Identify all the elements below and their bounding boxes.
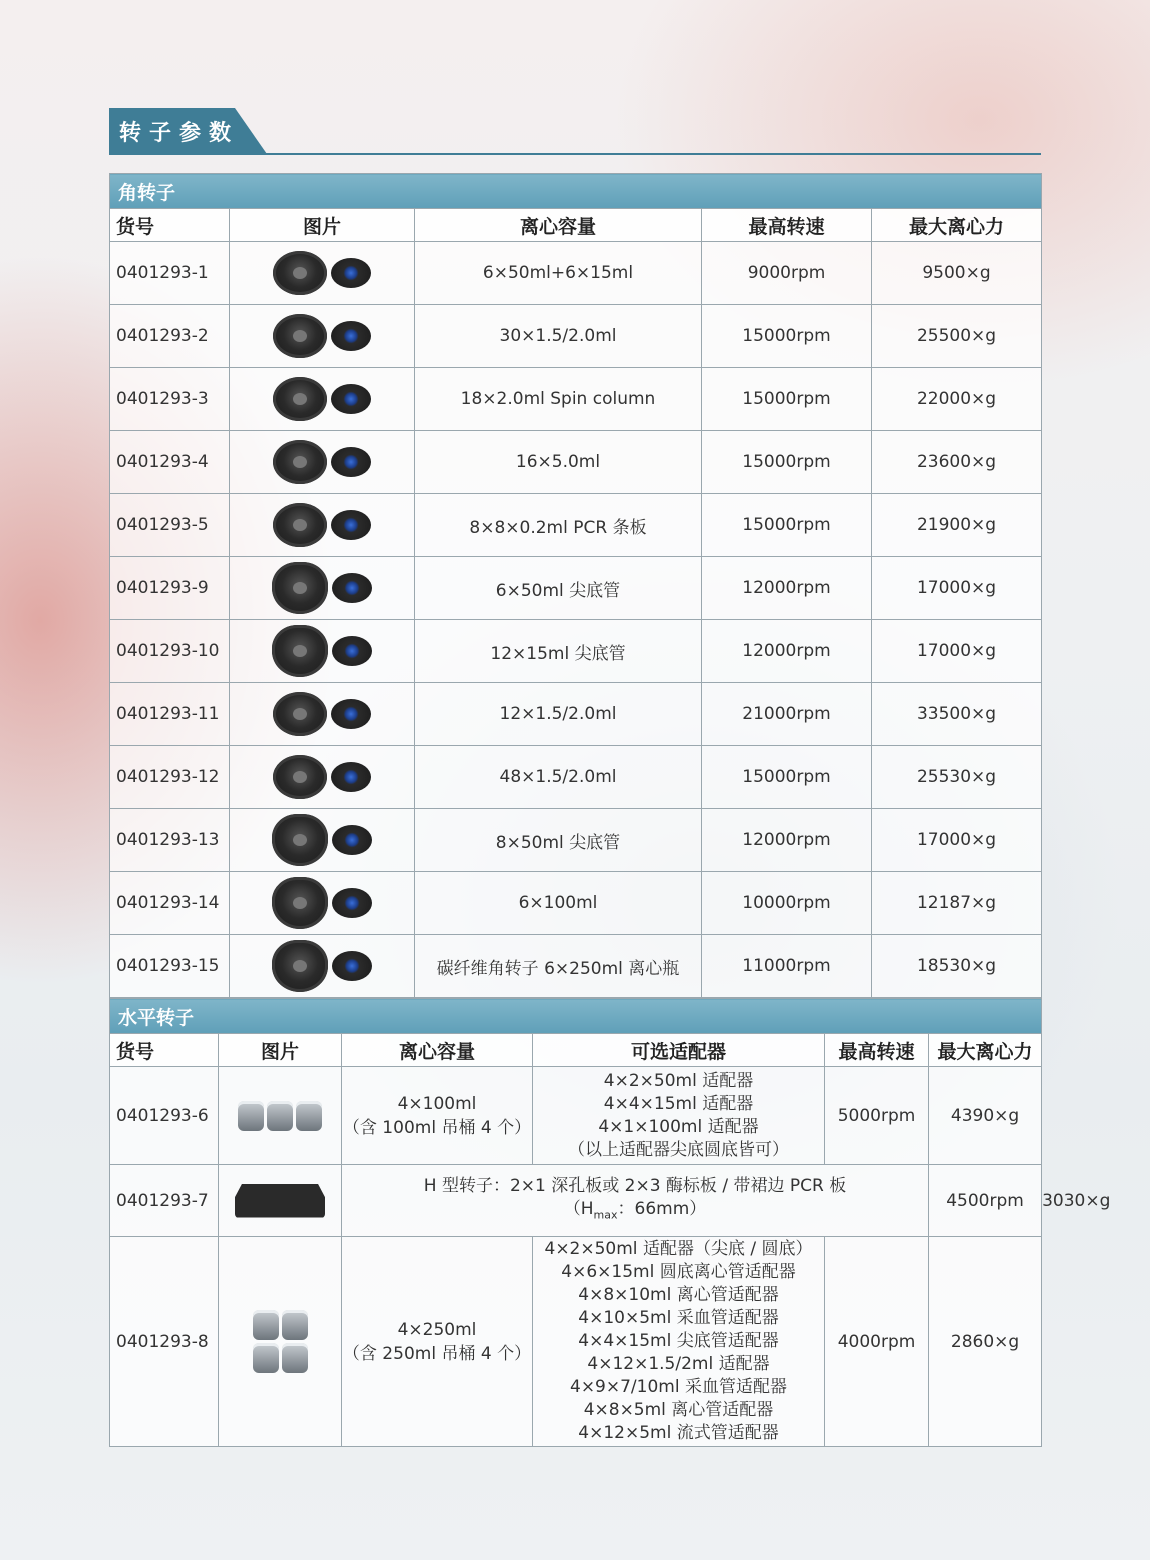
rotor-speed: 9000rpm [702, 242, 872, 305]
rotor-body-icon [273, 377, 327, 421]
col-header-capacity: 离心容量 [342, 1034, 533, 1067]
rotor-body-icon [272, 562, 328, 614]
col-header-force: 最大离心力 [872, 209, 1042, 242]
rotor-capacity: 6×50ml+6×15ml [415, 242, 702, 305]
rotor-body-icon [272, 814, 328, 866]
rotor-force: 2860×g [929, 1237, 1042, 1447]
adapter-item: 4×4×15ml 适配器 [603, 1093, 754, 1114]
section-header [109, 108, 1041, 156]
table-row [110, 809, 1042, 872]
rotor-force: 17000×g [872, 557, 1042, 620]
table-row [110, 494, 1042, 557]
angle-rotor-icon [230, 440, 414, 484]
rotor-code: 0401293-8 [110, 1237, 219, 1447]
rotor-lid-icon [331, 321, 371, 351]
desc-sub: max [593, 1208, 618, 1222]
rotor-image [219, 1067, 342, 1165]
rotor-capacity: 6×50ml 尖底管 [415, 557, 702, 620]
rotor-force: 21900×g [872, 494, 1042, 557]
rotor-force: 17000×g [872, 809, 1042, 872]
adapter-item: 4×2×50ml 适配器（尖底 / 圆底） [544, 1239, 813, 1259]
swing-rotor-table [109, 998, 1111, 1447]
rotor-image [230, 368, 415, 431]
col-header-adapters: 可选适配器 [533, 1034, 825, 1067]
adapter-item: 4×6×15ml 圆底离心管适配器 [561, 1262, 796, 1282]
rotor-lid-icon [332, 825, 372, 855]
rotor-capacity: 12×1.5/2.0ml [415, 683, 702, 746]
rotor-lid-icon [331, 258, 371, 288]
col-header-force: 最大离心力 [929, 1034, 1042, 1067]
rotor-body-icon [272, 940, 328, 992]
swing-bucket-rotor-icon [219, 1101, 341, 1131]
rotor-lid-icon [331, 510, 371, 540]
rotor-image [230, 494, 415, 557]
col-header-image: 图片 [230, 209, 415, 242]
table-row [110, 872, 1042, 935]
col-header-speed: 最高转速 [825, 1034, 929, 1067]
rotor-speed: 15000rpm [702, 368, 872, 431]
rotor-force: 18530×g [872, 935, 1042, 998]
rotor-image [219, 1165, 342, 1237]
capacity-line: 4×100ml [397, 1093, 477, 1114]
rotor-body-icon [273, 314, 327, 358]
rotor-code: 0401293-4 [110, 431, 230, 494]
rotor-body-icon [273, 755, 327, 799]
rotor-code: 0401293-9 [110, 557, 230, 620]
rotor-code: 0401293-1 [110, 242, 230, 305]
table-row [110, 557, 1042, 620]
adapter-item: 4×8×10ml 离心管适配器 [578, 1285, 779, 1305]
angle-rotor-icon [230, 251, 414, 295]
rotor-speed: 5000rpm [825, 1067, 929, 1165]
col-header-image: 图片 [219, 1034, 342, 1067]
table-row [110, 1067, 1042, 1165]
rotor-body-icon [273, 503, 327, 547]
rotor-body-icon [273, 692, 327, 736]
rotor-image [230, 746, 415, 809]
rotor-description [342, 1165, 929, 1237]
rotor-body-icon [273, 440, 327, 484]
header-rule [109, 153, 1041, 155]
rotor-speed: 10000rpm [702, 872, 872, 935]
col-header-speed: 最高转速 [702, 209, 872, 242]
rotor-lid-icon [331, 699, 371, 729]
h-plate-rotor-icon [235, 1184, 325, 1218]
rotor-image [219, 1237, 342, 1447]
angle-rotor-header-row [110, 209, 1042, 242]
rotor-code: 0401293-5 [110, 494, 230, 557]
rotor-code: 0401293-3 [110, 368, 230, 431]
rotor-capacity [342, 1067, 533, 1165]
rotor-force: 22000×g [872, 368, 1042, 431]
col-header-code: 货号 [110, 209, 230, 242]
rotor-speed: 15000rpm [702, 494, 872, 557]
desc-post: ：66mm） [617, 1198, 707, 1219]
adapter-item: 4×9×7/10ml 采血管适配器 [570, 1377, 787, 1397]
rotor-lid-icon [331, 762, 371, 792]
table-row [110, 935, 1042, 998]
rotor-code: 0401293-12 [110, 746, 230, 809]
table-row [110, 431, 1042, 494]
angle-rotor-icon [230, 625, 414, 677]
table-row [110, 683, 1042, 746]
angle-rotor-icon [230, 314, 414, 358]
angle-rotor-icon [230, 940, 414, 992]
rotor-capacity: 8×8×0.2ml PCR 条板 [415, 494, 702, 557]
rotor-image [230, 431, 415, 494]
rotor-force: 17000×g [872, 620, 1042, 683]
rotor-speed: 11000rpm [702, 935, 872, 998]
rotor-speed: 21000rpm [702, 683, 872, 746]
rotor-code: 0401293-13 [110, 809, 230, 872]
rotor-capacity [342, 1237, 533, 1447]
rotor-speed: 4000rpm [825, 1237, 929, 1447]
rotor-force: 25530×g [872, 746, 1042, 809]
table-row [110, 242, 1042, 305]
rotor-body-icon [273, 251, 327, 295]
rotor-lid-icon [331, 384, 371, 414]
swing-rotor-header-row [110, 1034, 1042, 1067]
angle-rotor-icon [230, 377, 414, 421]
rotor-capacity: 48×1.5/2.0ml [415, 746, 702, 809]
col-header-capacity: 离心容量 [415, 209, 702, 242]
rotor-speed: 15000rpm [702, 305, 872, 368]
rotor-code: 0401293-2 [110, 305, 230, 368]
angle-rotor-table [109, 173, 1042, 998]
rotor-body-icon [272, 625, 328, 677]
rotor-speed: 15000rpm [702, 431, 872, 494]
rotor-image [230, 242, 415, 305]
rotor-code: 0401293-10 [110, 620, 230, 683]
rotor-capacity: 12×15ml 尖底管 [415, 620, 702, 683]
angle-rotor-icon [230, 755, 414, 799]
rotor-lid-icon [332, 888, 372, 918]
table-row [110, 368, 1042, 431]
capacity-line: 4×250ml [397, 1319, 477, 1340]
angle-rotor-icon [230, 814, 414, 866]
adapter-item: 4×10×5ml 采血管适配器 [578, 1308, 779, 1328]
rotor-speed: 12000rpm [702, 557, 872, 620]
rotor-capacity: 8×50ml 尖底管 [415, 809, 702, 872]
col-header-code: 货号 [110, 1034, 219, 1067]
adapter-item: 4×2×50ml 适配器 [603, 1070, 754, 1091]
rotor-speed: 4500rpm [929, 1165, 1042, 1237]
adapter-item: （以上适配器尖底圆底皆可） [568, 1139, 789, 1160]
rotor-code: 0401293-11 [110, 683, 230, 746]
capacity-line: （含 100ml 吊桶 4 个） [342, 1117, 532, 1138]
rotor-image [230, 557, 415, 620]
table-row: 0401293-7 H 型转子：2×1 深孔板或 2×3 酶标板 / 带裙边 PCR 板 （$H_{max}$：66mm） 4500rpm 3030×g [110, 1165, 1042, 1237]
rotor-speed: 15000rpm [702, 746, 872, 809]
swing-bucket-rotor-icon [245, 1310, 315, 1373]
rotor-speed: 12000rpm [702, 620, 872, 683]
rotor-speed: 12000rpm [702, 809, 872, 872]
angle-rotor-icon [230, 562, 414, 614]
rotor-image [230, 872, 415, 935]
rotor-image [230, 620, 415, 683]
rotor-lid-icon [332, 951, 372, 981]
rotor-force: 9500×g [872, 242, 1042, 305]
rotor-force: 12187×g [872, 872, 1042, 935]
rotor-lid-icon [332, 573, 372, 603]
rotor-code: 0401293-15 [110, 935, 230, 998]
angle-rotor-icon [230, 877, 414, 929]
rotor-force: 25500×g [872, 305, 1042, 368]
adapter-item: 4×4×15ml 尖底管适配器 [578, 1331, 779, 1351]
page-title: 转子参数 [119, 121, 240, 146]
description-line [342, 1198, 928, 1226]
adapter-item: 4×12×5ml 流式管适配器 [578, 1423, 779, 1443]
rotor-image [230, 305, 415, 368]
rotor-capacity: 6×100ml [415, 872, 702, 935]
angle-rotor-section-title: 角转子 [110, 174, 1042, 209]
desc-pre: （H [563, 1198, 594, 1219]
rotor-force: 33500×g [872, 683, 1042, 746]
rotor-adapters [533, 1237, 825, 1447]
angle-rotor-icon [230, 503, 414, 547]
table-row [110, 620, 1042, 683]
table-row [110, 1237, 1042, 1447]
rotor-code: 0401293-14 [110, 872, 230, 935]
angle-rotor-icon [230, 692, 414, 736]
adapter-item: 4×8×5ml 离心管适配器 [583, 1400, 774, 1420]
rotor-spec-page [109, 108, 1111, 1447]
table-row [110, 305, 1042, 368]
adapter-item: 4×12×1.5/2ml 适配器 [587, 1354, 770, 1374]
rotor-force: 23600×g [872, 431, 1042, 494]
adapter-item: 4×1×100ml 适配器 [598, 1116, 759, 1137]
table-row [110, 746, 1042, 809]
rotor-capacity: 18×2.0ml Spin column [415, 368, 702, 431]
rotor-code: 0401293-6 [110, 1067, 219, 1165]
rotor-lid-icon [331, 447, 371, 477]
rotor-lid-icon [332, 636, 372, 666]
capacity-line: （含 250ml 吊桶 4 个） [342, 1343, 532, 1364]
rotor-image [230, 683, 415, 746]
description-line: H 型转子：2×1 深孔板或 2×3 酶标板 / 带裙边 PCR 板 [423, 1175, 847, 1196]
rotor-capacity: 30×1.5/2.0ml [415, 305, 702, 368]
rotor-code: 0401293-7 [110, 1165, 219, 1237]
rotor-image [230, 809, 415, 872]
rotor-capacity: 16×5.0ml [415, 431, 702, 494]
rotor-adapters [533, 1067, 825, 1165]
rotor-image [230, 935, 415, 998]
rotor-body-icon [272, 877, 328, 929]
rotor-force: 4390×g [929, 1067, 1042, 1165]
swing-rotor-section-title: 水平转子 [110, 999, 1042, 1034]
rotor-capacity: 碳纤维角转子 6×250ml 离心瓶 [415, 935, 702, 998]
